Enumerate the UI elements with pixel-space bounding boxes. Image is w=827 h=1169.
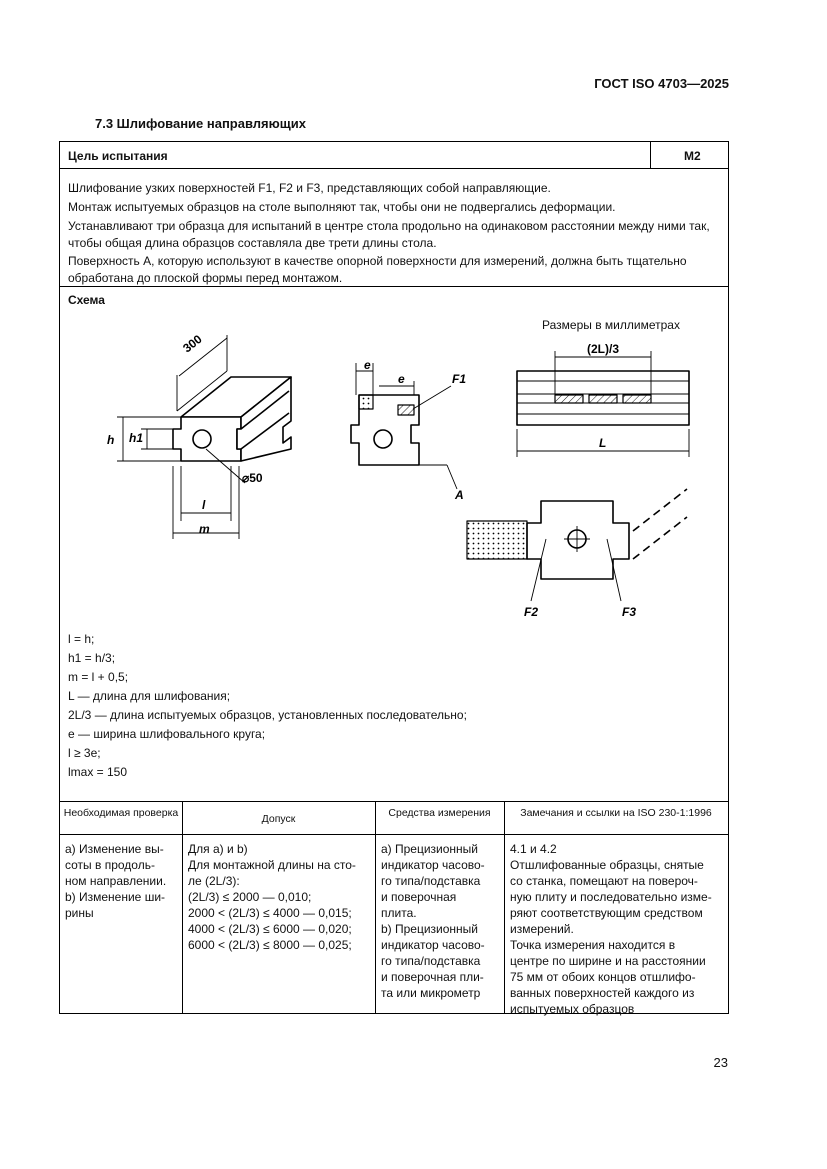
purpose-paragraph-2: Монтаж испытуемых образцов на столе выполняют так, чтобы они не подвергались деформации. (68, 200, 616, 214)
purpose-paragraph-3: Устанавливают три образца для испытаний в центре стола продольно на одинаковом расстоянии между ними так, чтобы общая длина образцов составляла две трети длины стола. (68, 219, 710, 250)
definition-item: 2L/3 — длина испытуемых образцов, установленных последовательно; (68, 708, 467, 722)
scheme-label: Схема (68, 293, 105, 307)
label-a: A (455, 488, 464, 502)
isometric-specimen (173, 377, 291, 461)
dim-m: m (199, 522, 210, 536)
dim-h1: h1 (129, 431, 144, 445)
dim-h: h (107, 433, 115, 447)
column-header-check: Необходимая проверка (63, 807, 179, 819)
label-f3: F3 (622, 605, 637, 619)
dim-2l-3: (2L)/3 (587, 342, 620, 356)
column-header-tolerance: Допуск (261, 813, 296, 825)
label-f1: F1 (452, 372, 467, 386)
dim-e-1: e (364, 358, 371, 372)
units-note: Размеры в миллиметрах (542, 318, 680, 332)
purpose-label: Цель испытания (68, 149, 168, 163)
column-divider (504, 801, 505, 1013)
definition-item: lmax = 150 (68, 765, 128, 779)
definition-item: e — ширина шлифовального круга; (68, 727, 266, 741)
column-header-instruments: Средства измерения (388, 807, 491, 819)
purpose-paragraph-4: Поверхность А, которую используют в качестве опорной поверхности для измерений, должна быть тщательно обработана до плоской формы перед монтажом. (68, 254, 687, 285)
plan-view (517, 371, 689, 425)
dim-300: 300 (180, 332, 205, 356)
dim-diameter: ⌀50 (242, 471, 263, 485)
row-divider (60, 168, 728, 169)
definition-item: h1 = h/3; (68, 651, 116, 665)
column-header-remarks: Замечания и ссылки на ISO 230-1:1996 (520, 807, 712, 819)
section-title: 7.3 Шлифование направляющих (95, 116, 306, 131)
test-sheet-table (59, 141, 729, 1014)
definition-item: m = l + 0,5; (68, 670, 129, 684)
purpose-paragraph-1: Шлифование узких поверхностей F1, F2 и F3, представляющих собой направляющие. (68, 181, 551, 195)
page-number: 23 (713, 1055, 728, 1070)
standard-number: ГОСТ ISO 4703—2025 (594, 76, 729, 91)
code-divider (650, 142, 651, 168)
label-f2: F2 (524, 605, 539, 619)
dim-l: l (202, 498, 206, 512)
row-divider (60, 801, 728, 802)
dim-L: L (599, 436, 607, 450)
definition-item: l = h; (68, 632, 95, 646)
definition-item: L — длина для шлифования; (68, 689, 231, 703)
scheme-drawing (60, 332, 728, 632)
cell-remarks: 4.1 и 4.2 Отшлифованные образцы, снятые со станка, помещают на повероч- ную плиту и последовательно изме- ряют соответствующим средством измерений. Точка измерения находится в центре по ширине и на расстоянии 75 мм от обоих концов отшлифо- ванных поверхностей каждого из испытуемых образцов (510, 842, 712, 1016)
cell-instruments: а) Прецизионный индикатор часово- го типа/подставка и поверочная плита. b) Прецизионный индикатор часово- го типа/подставка и поверочная пли- та или микрометр (381, 842, 485, 1000)
row-divider (60, 286, 728, 287)
cell-check: а) Изменение вы- соты в продоль- ном направлении. b) Изменение ши- рины (65, 842, 167, 920)
column-divider (182, 801, 183, 1013)
definition-item: l ≥ 3e; (68, 746, 101, 760)
test-code: M2 (684, 149, 701, 163)
section-view (351, 395, 419, 465)
cell-tolerance: Для а) и b) Для монтажной длины на сто- ле (2L/3): (2L/3) ≤ 2000 — 0,010; 2000 < (2L/3) ≤ 4000 — 0,015; 4000 < (2L/3) ≤ 6000 — 0,020; 6000 < (2L/3) ≤ 8000 — 0,025; (188, 842, 356, 952)
definitions-list (68, 630, 467, 782)
column-divider (375, 801, 376, 1013)
row-divider (60, 834, 728, 835)
dim-e-2: e (398, 372, 405, 386)
